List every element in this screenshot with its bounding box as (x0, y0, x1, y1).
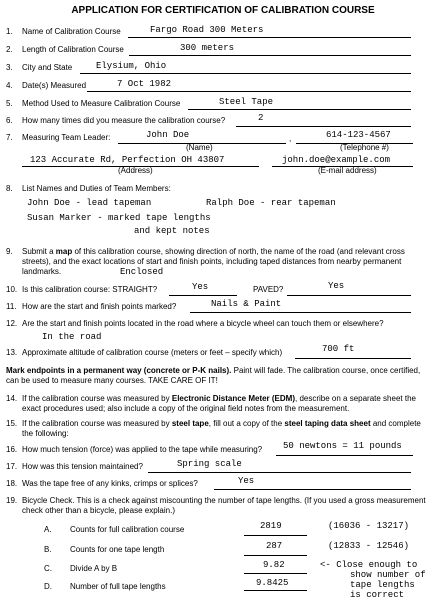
q2-label: Length of Calibration Course (22, 45, 124, 54)
q7-email[interactable]: john.doe@example.com (282, 155, 391, 165)
q6-number: 6. (6, 116, 13, 125)
q5-label: Method Used to Measure Calibration Course (22, 99, 181, 108)
q2-number: 2. (6, 45, 13, 54)
q19-row-d-label: Number of full tape lengths (70, 582, 166, 591)
q14-text: If the calibration course was measured by Electronic Distance Meter (EDM), describe on a separate sheet the exact procedures used; also include a copy of the original field notes from the measurement. (22, 394, 416, 413)
q8-member-1[interactable]: John Doe - lead tapeman (27, 198, 152, 208)
q15-number: 15. (6, 419, 18, 428)
q10-label: Is this calibration course: STRAIGHT? (22, 285, 158, 294)
q5-number: 5. (6, 99, 13, 108)
q2-answer[interactable]: 300 meters (180, 43, 235, 53)
q7-email-caption: (E-mail address) (318, 166, 377, 175)
q18-number: 18. (6, 479, 18, 488)
q19-row-d-underline (244, 590, 307, 591)
q8-member-2[interactable]: Ralph Doe - rear tapeman (206, 198, 336, 208)
q13-label: Approximate altitude of calibration course (meters or feet – specify which) (22, 348, 283, 357)
q13-underline (295, 358, 411, 359)
q19-row-c-label: Divide A by B (70, 564, 118, 573)
q7-label: Measuring Team Leader: (22, 133, 111, 142)
q11-label: How are the start and finish points marked? (22, 302, 177, 311)
q19-row-a-label: Counts for full calibration course (70, 525, 185, 534)
q19-note-line-4[interactable]: is correct (350, 590, 405, 600)
q7-separator: , (289, 134, 292, 143)
q16-answer[interactable]: 50 newtons = 11 pounds (283, 441, 402, 451)
q10-paved-answer[interactable]: Yes (328, 281, 345, 291)
q8-member-3[interactable]: Susan Marker - marked tape lengths (27, 213, 211, 223)
q14-number: 14. (6, 394, 18, 403)
q19-row-a-underline (244, 535, 307, 536)
q13-number: 13. (6, 348, 18, 357)
q3-answer[interactable]: Elysium, Ohio (96, 61, 167, 71)
q11-answer[interactable]: Nails & Paint (211, 299, 282, 309)
q6-answer[interactable]: 2 (258, 113, 264, 123)
q19-row-d-value[interactable]: 9.8425 (256, 578, 289, 588)
q18-label: Was the tape free of any kinks, crimps or splices? (22, 479, 198, 488)
q19-row-b-underline (244, 555, 307, 556)
q10-paved-underline (287, 295, 411, 296)
q19-row-a-value[interactable]: 2819 (260, 521, 282, 531)
q17-answer[interactable]: Spring scale (177, 459, 242, 469)
q10-number: 10. (6, 285, 18, 294)
q10-paved-label: PAVED? (253, 285, 284, 294)
q19-row-c-letter: C. (44, 564, 52, 573)
q16-label: How much tension (force) was applied to the tape while measuring? (22, 445, 263, 454)
q4-underline (87, 91, 411, 92)
q10-straight-underline (169, 295, 237, 296)
q7-name-caption: (Name) (186, 143, 213, 152)
q9-number: 9. (6, 247, 13, 256)
q19-row-b-letter: B. (44, 545, 52, 554)
q7-address-caption: (Address) (118, 166, 153, 175)
q17-underline (148, 472, 411, 473)
q18-answer[interactable]: Yes (238, 476, 255, 486)
q3-label: City and State (22, 63, 73, 72)
q1-underline (128, 37, 411, 38)
q4-answer[interactable]: 7 Oct 1982 (117, 79, 172, 89)
q19-number: 19. (6, 496, 18, 505)
q11-underline (190, 312, 411, 313)
q1-label: Name of Calibration Course (22, 27, 121, 36)
q19-row-a-letter: A. (44, 525, 52, 534)
q19-row-d-letter: D. (44, 582, 52, 591)
q3-underline (80, 73, 411, 74)
q12-label: Are the start and finish points located in the road where a bicycle wheel can touch them or elsewhere? (22, 319, 384, 328)
q13-answer[interactable]: 700 ft (322, 344, 355, 354)
q12-number: 12. (6, 319, 18, 328)
q19-row-c-underline (244, 573, 307, 574)
q16-underline (276, 455, 413, 456)
q8-number: 8. (6, 184, 13, 193)
q7-phone[interactable]: 614-123-4567 (326, 130, 391, 140)
q1-number: 1. (6, 27, 13, 36)
q12-answer[interactable]: In the road (42, 332, 102, 342)
q19-row-b-value[interactable]: 287 (266, 541, 283, 551)
q4-number: 4. (6, 81, 13, 90)
q17-number: 17. (6, 462, 18, 471)
endpoint-note: Mark endpoints in a permanent way (concrete or P-K nails). Paint will fade. The calibration course, once certified, can be used to measure many courses. TAKE CARE OF IT! (6, 366, 421, 385)
q5-answer[interactable]: Steel Tape (219, 97, 274, 107)
q19-row-a-note[interactable]: (16036 - 13217) (328, 521, 410, 531)
q4-label: Date(s) Measured (22, 81, 87, 90)
q7-name[interactable]: John Doe (146, 130, 190, 140)
q17-label: How was this tension maintained? (22, 462, 143, 471)
q19-row-c-note[interactable]: <- Close enough to (320, 560, 418, 570)
q9-label: Submit a map of this calibration course, showing direction of north, the name of the road (and relevant cross streets), and the exact locations of start and finish points, including taped distances from nearby permanent landmarks. (22, 247, 405, 276)
form-title: APPLICATION FOR CERTIFICATION OF CALIBRATION COURSE (71, 5, 375, 16)
q5-underline (188, 109, 411, 110)
q1-answer[interactable]: Fargo Road 300 Meters (150, 25, 264, 35)
q7-address[interactable]: 123 Accurate Rd, Perfection OH 43807 (30, 155, 225, 165)
q18-underline (214, 489, 411, 490)
q8-label: List Names and Duties of Team Members: (22, 184, 171, 193)
q10-straight-answer[interactable]: Yes (192, 282, 209, 292)
q8-member-3-cont[interactable]: and kept notes (134, 226, 210, 236)
q19-row-c-value[interactable]: 9.82 (263, 560, 285, 570)
q16-number: 16. (6, 445, 18, 454)
q11-number: 11. (6, 302, 17, 311)
q19-note-line-3[interactable]: tape lengths (350, 580, 415, 590)
q6-underline (236, 126, 411, 127)
q7-number: 7. (6, 133, 13, 142)
q19-label: Bicycle Check. This is a check against miscounting the number of tape lengths. (If you used a gross measurement check other than a bicycle, please explain.) (22, 496, 426, 515)
q19-note-line-2[interactable]: show number of (350, 570, 426, 580)
q6-label: How many times did you measure the calibration course? (22, 116, 226, 125)
q7-phone-caption: (Telephone #) (340, 143, 389, 152)
q3-number: 3. (6, 63, 13, 72)
q2-underline (129, 55, 411, 56)
q19-row-b-note[interactable]: (12833 - 12546) (328, 541, 410, 551)
q9-answer[interactable]: Enclosed (120, 267, 164, 277)
q19-row-b-label: Counts for one tape length (70, 545, 165, 554)
q15-text: If the calibration course was measured by steel tape, fill out a copy of the steel taping data sheet and complete the following: (22, 419, 421, 438)
